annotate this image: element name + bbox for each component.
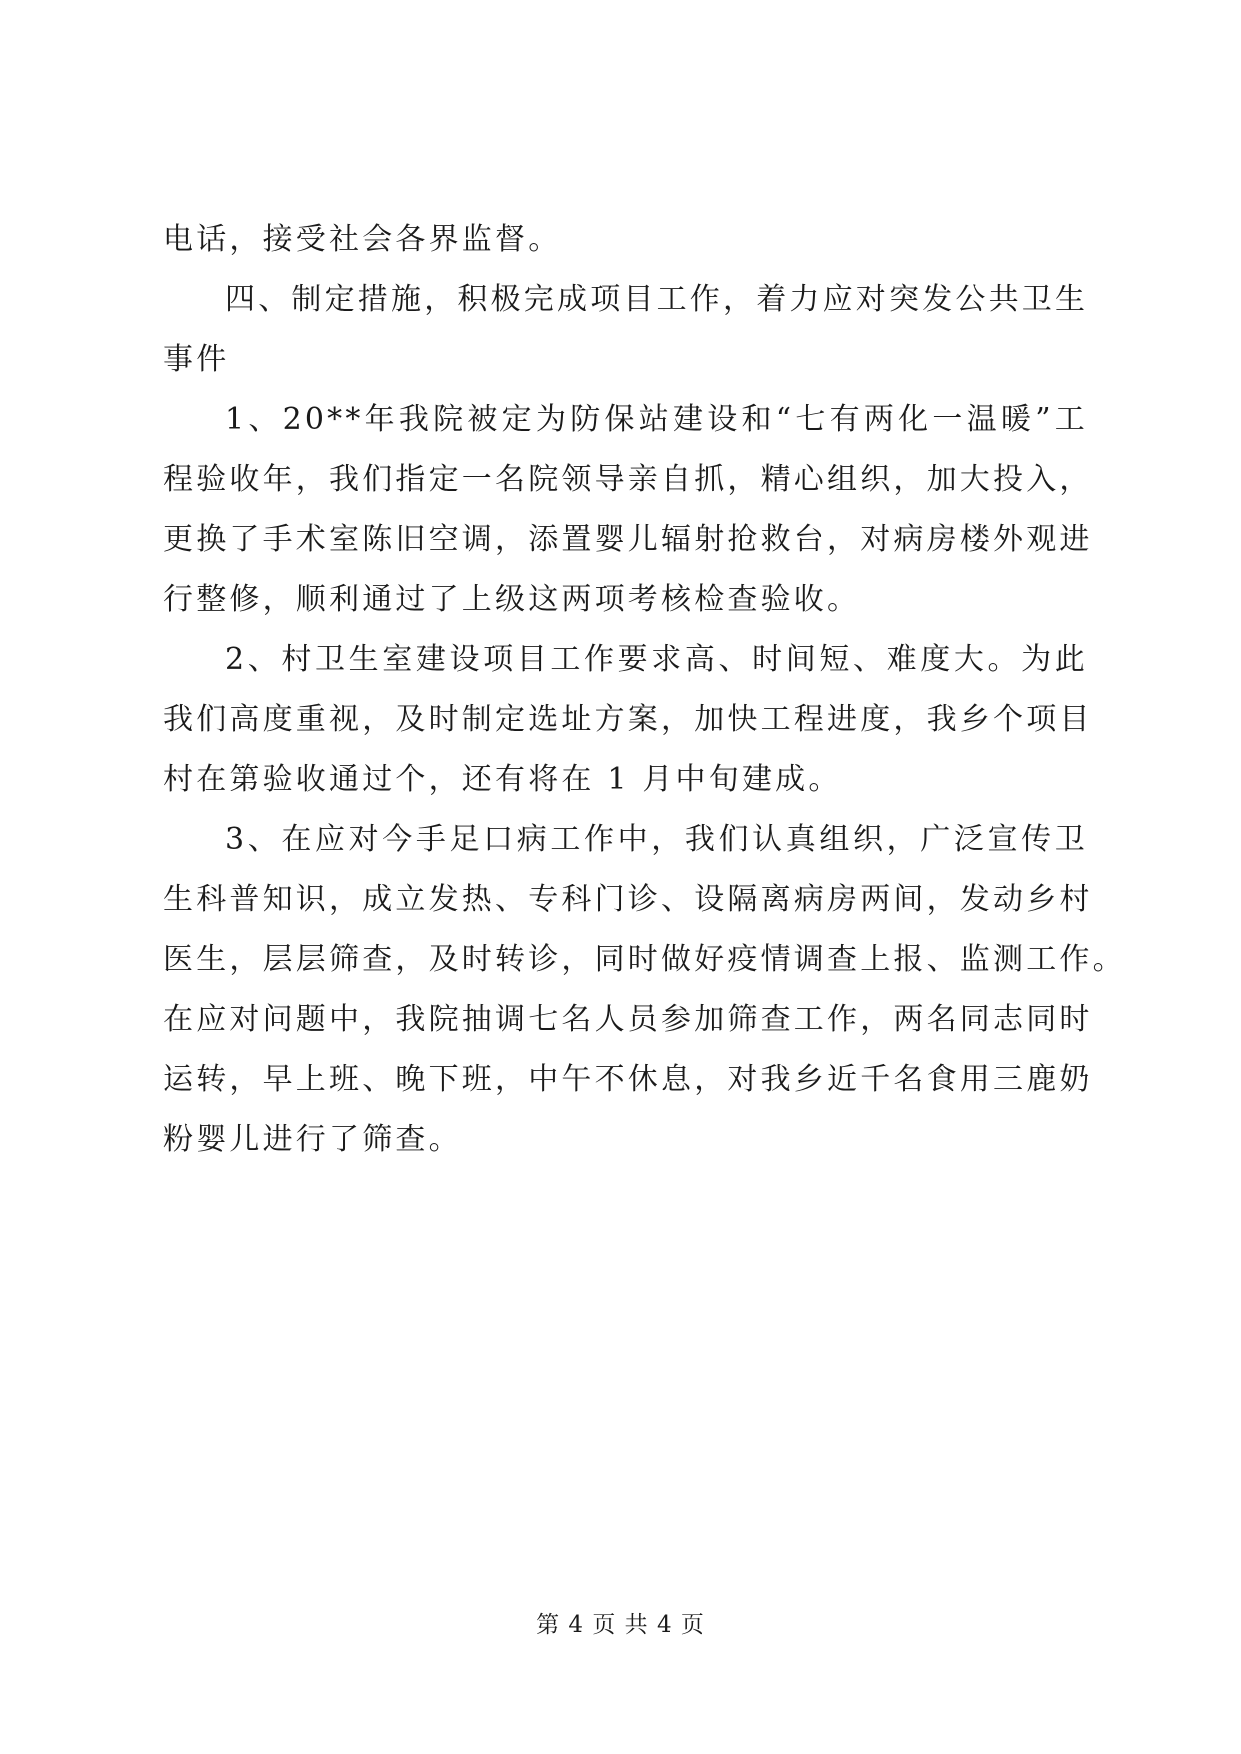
body-line: 2、村卫生室建设项目工作要求高、时间短、难度大。为此 [225, 642, 1088, 677]
section-heading-line: 事件 [163, 342, 230, 377]
body-line: 村在第验收通过个，还有将在 1 月中旬建成。 [163, 762, 842, 797]
body-line: 程验收年，我们指定一名院领导亲自抓，精心组织，加大投入， [163, 462, 1093, 497]
body-line: 在应对问题中，我院抽调七名人员参加筛查工作，两名同志同时 [163, 1002, 1093, 1037]
body-line: 更换了手术室陈旧空调，添置婴儿辐射抢救台，对病房楼外观进 [163, 522, 1093, 557]
body-line: 我们高度重视，及时制定选址方案，加快工程进度，我乡个项目 [163, 702, 1093, 737]
body-line: 生科普知识，成立发热、专科门诊、设隔离病房两间，发动乡村 [163, 882, 1093, 917]
body-line: 电话，接受社会各界监督。 [163, 222, 562, 257]
body-line: 1、20**年我院被定为防保站建设和“七有两化一温暖”工 [225, 402, 1088, 437]
body-line: 医生，层层筛查，及时转诊，同时做好疫情调查上报、监测工作。 [163, 942, 1126, 977]
body-line: 粉婴儿进行了筛查。 [163, 1122, 462, 1157]
body-line: 运转，早上班、晚下班，中午不休息，对我乡近千名食用三鹿奶 [163, 1062, 1093, 1097]
page-number-footer: 第 4 页 共 4 页 [536, 1612, 705, 1638]
section-heading-line: 四、制定措施，积极完成项目工作，着力应对突发公共卫生 [225, 282, 1089, 317]
body-line: 行整修，顺利通过了上级这两项考核检查验收。 [163, 582, 861, 617]
body-line: 3、在应对今手足口病工作中，我们认真组织，广泛宣传卫 [225, 822, 1088, 857]
document-body [163, 210, 1126, 1170]
